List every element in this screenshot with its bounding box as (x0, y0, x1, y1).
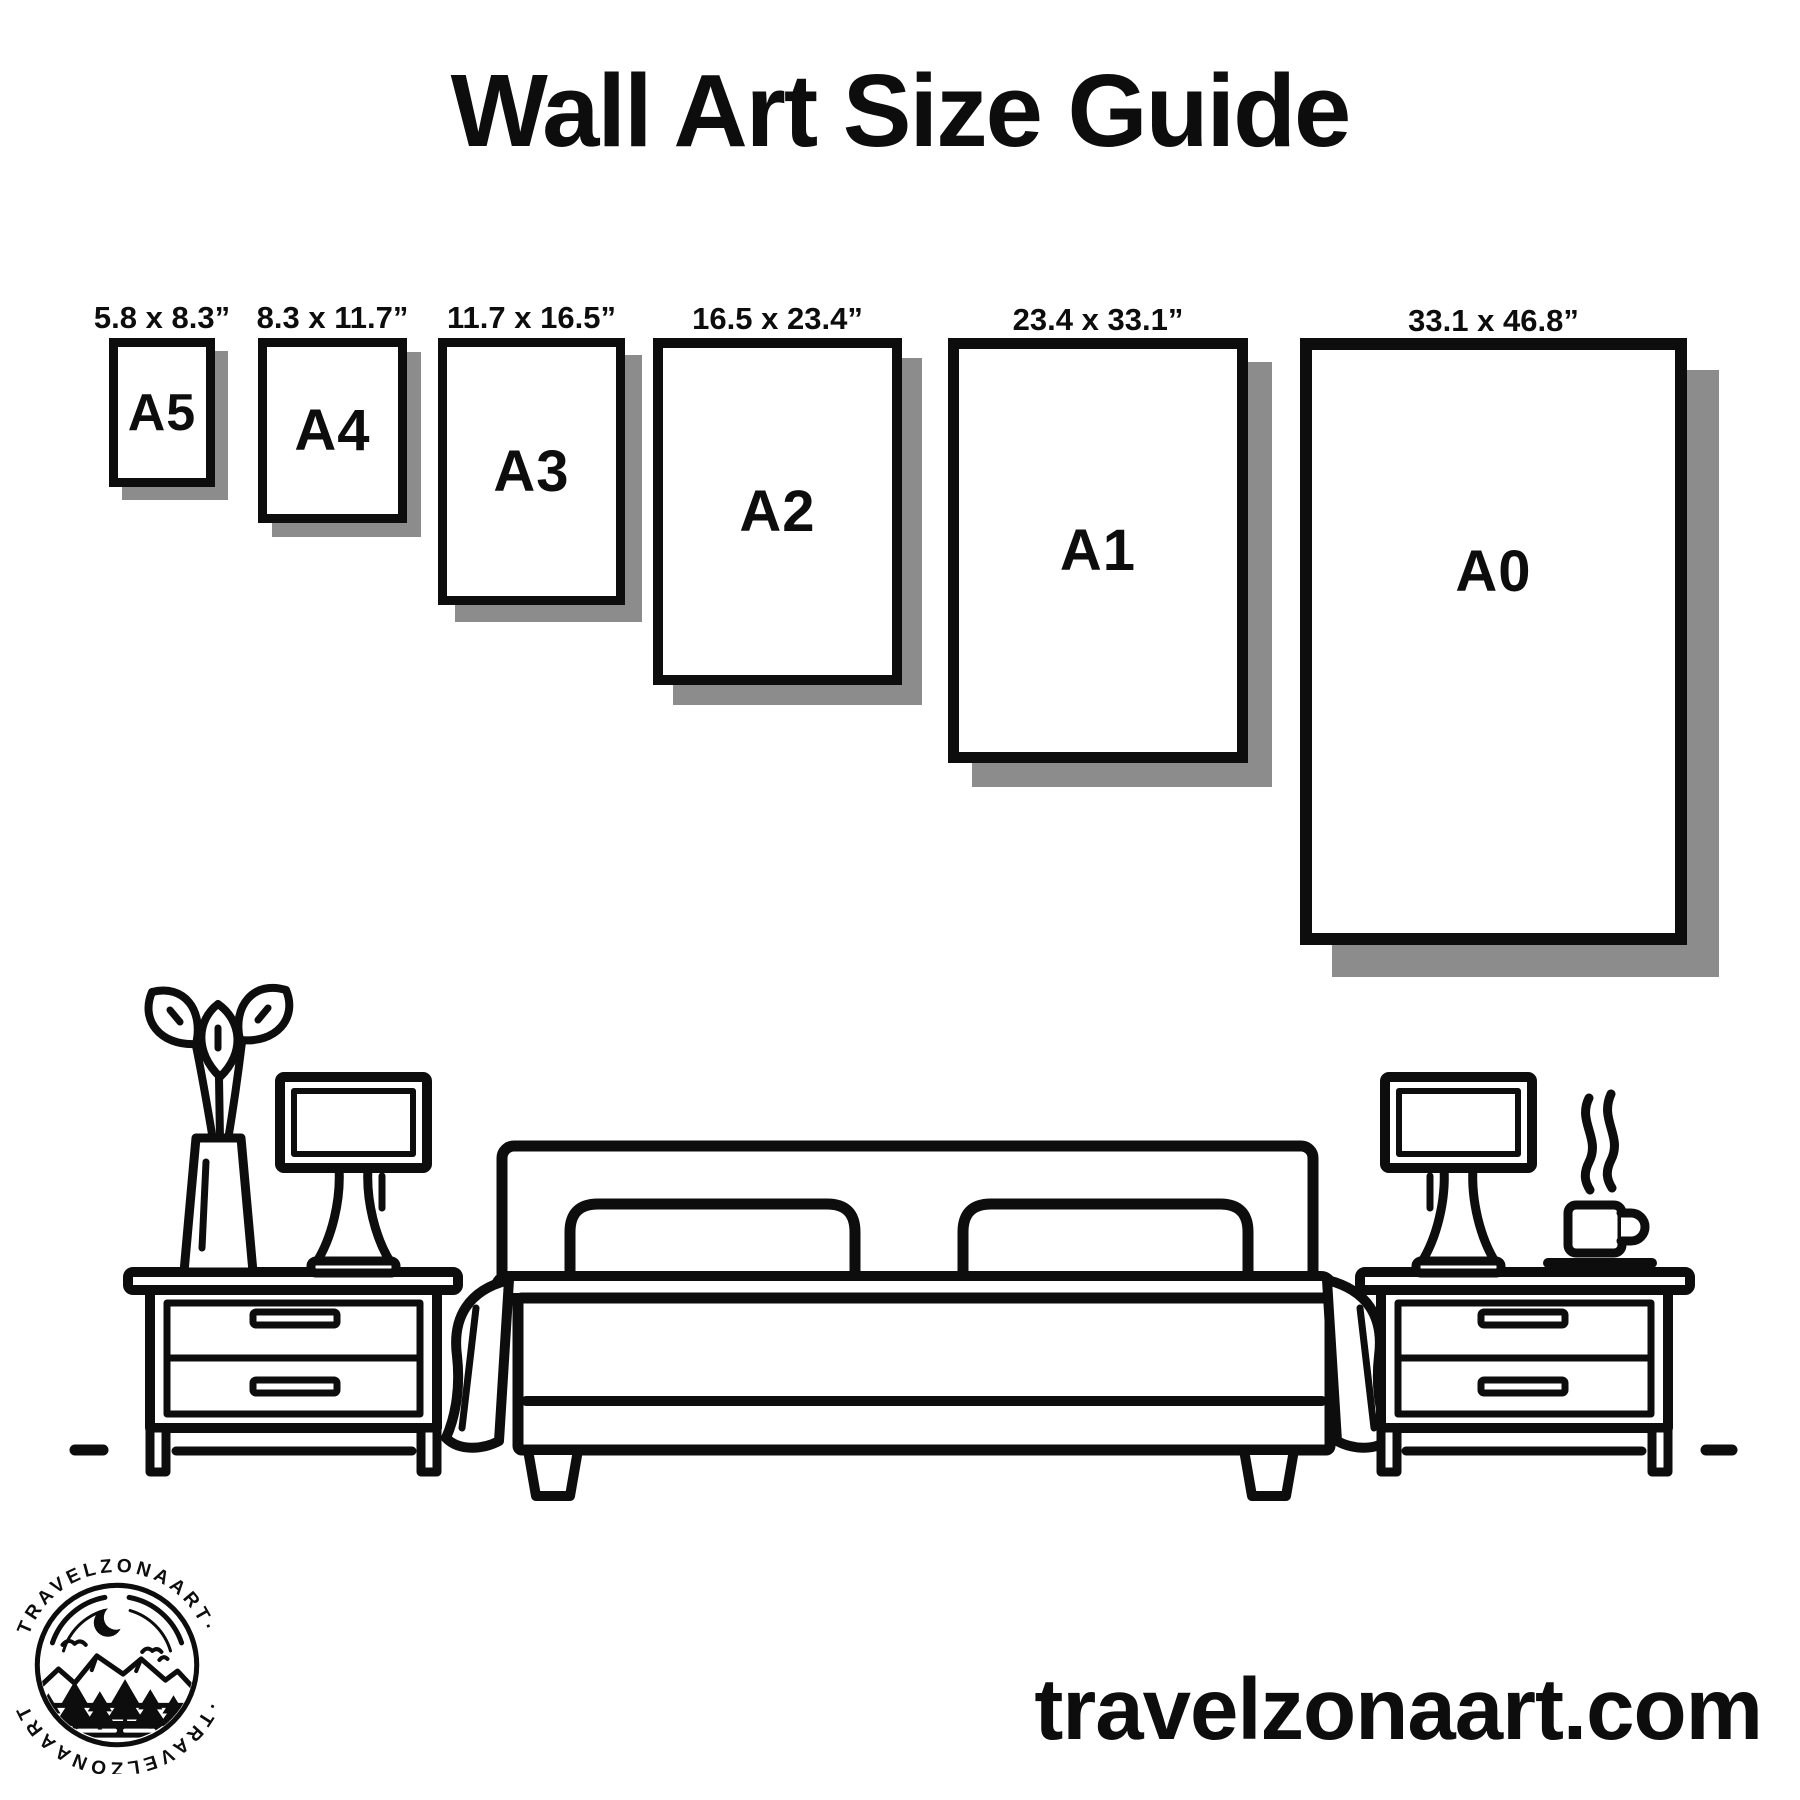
size-dimensions-a1: 23.4 x 33.1” (1012, 302, 1184, 337)
size-card-a1 (948, 302, 1248, 763)
size-dimensions-a2: 16.5 x 23.4” (692, 301, 863, 336)
potted-plant-icon (149, 988, 290, 1272)
website-url: travelzonaart.com (1034, 1661, 1762, 1758)
size-dimensions-a5: 5.8 x 8.3” (93, 300, 231, 335)
page-title: Wall Art Size Guide (450, 53, 1350, 168)
size-dimensions-a0: 33.1 x 46.8” (1408, 303, 1579, 338)
size-name-a5: A5 (127, 383, 197, 442)
size-dimensions-a3: 11.7 x 16.5” (447, 300, 616, 335)
size-card-a4 (256, 300, 409, 523)
double-bed-icon (446, 1146, 1390, 1496)
size-name-a0: A0 (1455, 539, 1532, 604)
size-card-a5 (93, 300, 231, 487)
size-name-a1: A1 (1059, 518, 1137, 583)
size-name-a2: A2 (739, 479, 816, 544)
size-card-a2 (653, 301, 902, 685)
size-card-a0 (1300, 303, 1687, 945)
logo-arc-text-bottom: ·TRAVELZONAART (11, 1699, 223, 1774)
bedroom-illustration (0, 960, 1800, 1520)
logo-arc-text-top: TRAVELZONAART· (13, 1555, 221, 1638)
size-card-a3 (438, 300, 625, 605)
size-name-a3: A3 (493, 439, 570, 504)
coffee-mug-icon (1548, 1094, 1652, 1263)
brand-logo (6, 1552, 228, 1774)
size-dimensions-a4: 8.3 x 11.7” (256, 300, 409, 335)
size-name-a4: A4 (294, 398, 371, 463)
steam-icon (1585, 1094, 1614, 1190)
